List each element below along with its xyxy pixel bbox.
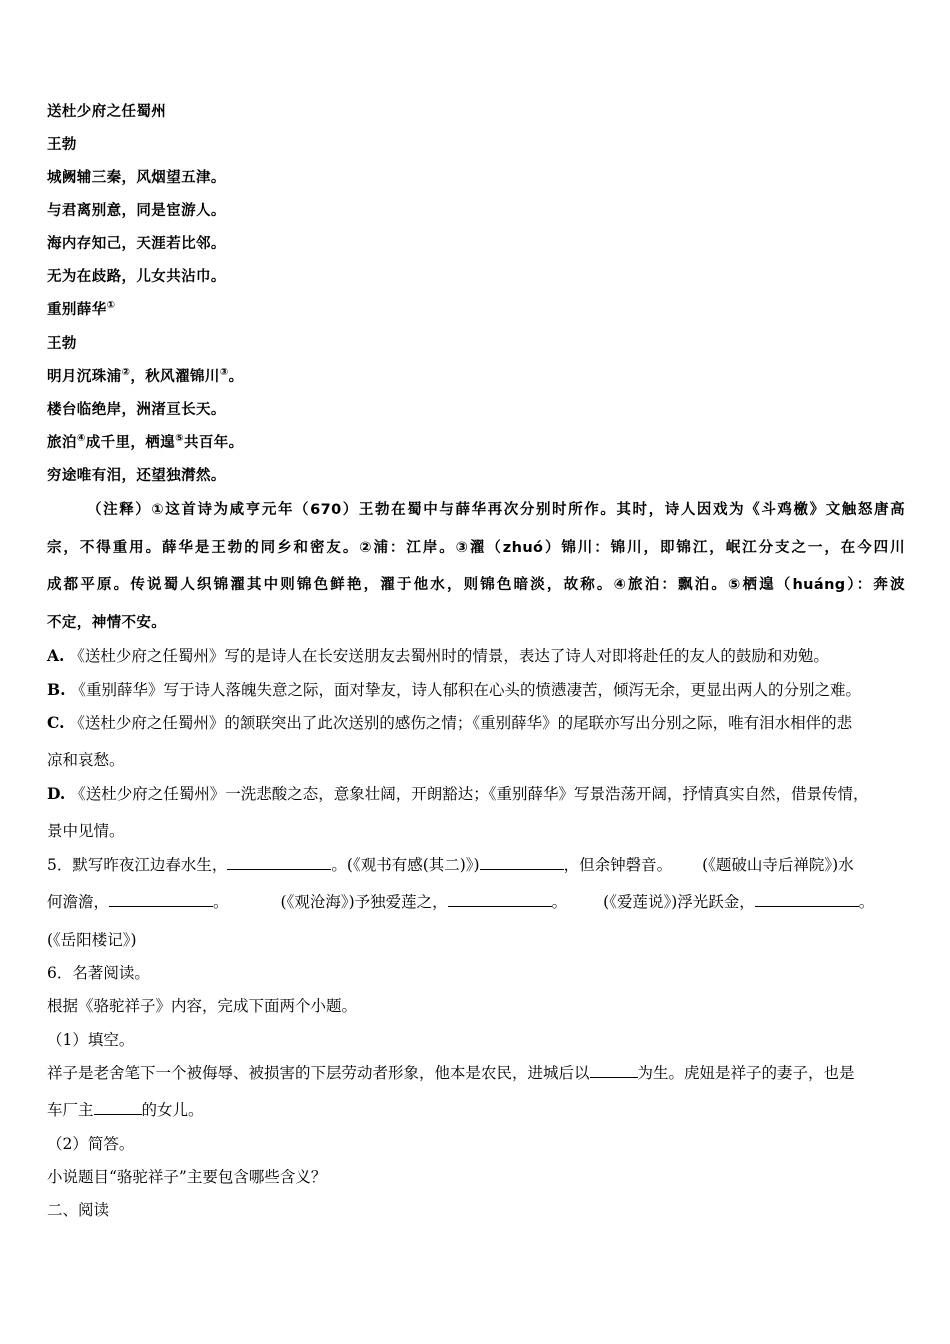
answer-blank[interactable] xyxy=(590,1063,638,1078)
option-a: A. 《送杜少府之任蜀州》写的是诗人在长安送朋友去蜀州时的情景，表达了诗人对即将赴任的友人的鼓励和劝勉。 xyxy=(47,646,829,665)
notes-line-1: （注释）①这首诗为咸亨元年（670）王勃在蜀中与薛华再次分别时所作。其时，诗人因戏为《斗鸡檄》文触怒唐高 xyxy=(87,502,905,518)
poem1-line-4: 无为在歧路，儿女共沾巾。 xyxy=(47,269,226,285)
q6-intro: 根据《骆驼祥子》内容，完成下面两个小题。 xyxy=(47,997,358,1015)
option-c-line-2: 凉和哀愁。 xyxy=(47,751,125,769)
option-d-line-2: 景中见情。 xyxy=(47,822,125,840)
notes-line-4: 不定，神情不安。 xyxy=(47,615,167,631)
notes-line-2: 宗，不得重用。薛华是王勃的同乡和密友。②浦：江岸。③濯（zhuó）锦川：锦川，即锦江，岷江分支之一，在今四川 xyxy=(47,540,905,556)
option-b: B. 《重别薛华》写于诗人落魄失意之际，面对挚友，诗人郁积在心头的愤懑凄苦，倾泻无余，更显出两人的分别之难。 xyxy=(47,680,861,699)
section-heading: 二、阅读 xyxy=(47,1201,110,1219)
q5-line-1: 5．默写昨夜江边春水生， 。(《观书有感(其二)》) ，但余钟磬音。 (《题破山寺后禅院》)水 xyxy=(47,856,854,874)
poem2-title: 重别薛华① xyxy=(47,300,116,318)
option-c-line-1: C. 《送杜少府之任蜀州》的颔联突出了此次送别的感伤之情；《重别薛华》的尾联亦写出分别之际，唯有泪水相伴的悲 xyxy=(47,713,853,732)
q6-fill-line-1: 祥子是老舍笔下一个被侮辱、被损害的下层劳动者形象，他本是农民，进城后以 为生。虎妞是祥子的妻子，也是 xyxy=(47,1064,855,1082)
poem1-line-1: 城阙辅三秦，风烟望五津。 xyxy=(47,170,226,186)
q6-question: 小说题目“骆驼祥子”主要包含哪些含义？ xyxy=(47,1168,327,1186)
option-d-line-1: D. 《送杜少府之任蜀州》一洗悲酸之态，意象壮阔，开朗豁达；《重别薛华》写景浩荡开阔，抒情真实自然，借景传情， xyxy=(47,784,869,803)
poem2-line-2: 楼台临绝岸，洲渚亘长天。 xyxy=(47,402,226,418)
answer-blank[interactable] xyxy=(109,892,213,907)
notes-line-3: 成都平原。传说蜀人织锦濯其中则锦色鲜艳，濯于他水，则锦色暗淡，故称。④旅泊：飘泊。⑤栖遑（huáng）：奔波 xyxy=(47,577,905,593)
poem1-line-2: 与君离别意，同是宦游人。 xyxy=(47,203,226,219)
q6-fill-line-2: 车厂主 的女儿。 xyxy=(47,1101,204,1119)
poem1-author: 王勃 xyxy=(47,137,77,153)
poem2-line-3: 旅泊④成千里，栖遑⑤共百年。 xyxy=(47,433,244,451)
poem2-author: 王勃 xyxy=(47,336,77,352)
q6-sub2: （2）简答。 xyxy=(47,1135,135,1153)
poem2-line-4: 穷途唯有泪，还望独潸然。 xyxy=(47,468,226,484)
poem1-title: 送杜少府之任蜀州 xyxy=(47,104,167,120)
answer-blank[interactable] xyxy=(755,892,859,907)
poem1-line-3: 海内存知己，天涯若比邻。 xyxy=(47,236,226,252)
q6-sub1: （1）填空。 xyxy=(47,1031,135,1049)
q5-line-3: (《岳阳楼记》) xyxy=(47,931,137,949)
answer-blank[interactable] xyxy=(227,855,331,870)
poem2-line-1: 明月沉珠浦②，秋风濯锦川③。 xyxy=(47,367,244,385)
q5-line-2: 何澹澹， 。 (《观沧海》)予独爱莲之， 。 (《爱莲说》)浮光跃金， 。 xyxy=(47,893,875,911)
answer-blank[interactable] xyxy=(448,892,552,907)
answer-blank[interactable] xyxy=(94,1100,142,1115)
footnote-mark: ① xyxy=(106,300,116,312)
q6-title: 6．名著阅读。 xyxy=(47,964,150,982)
answer-blank[interactable] xyxy=(480,855,564,870)
